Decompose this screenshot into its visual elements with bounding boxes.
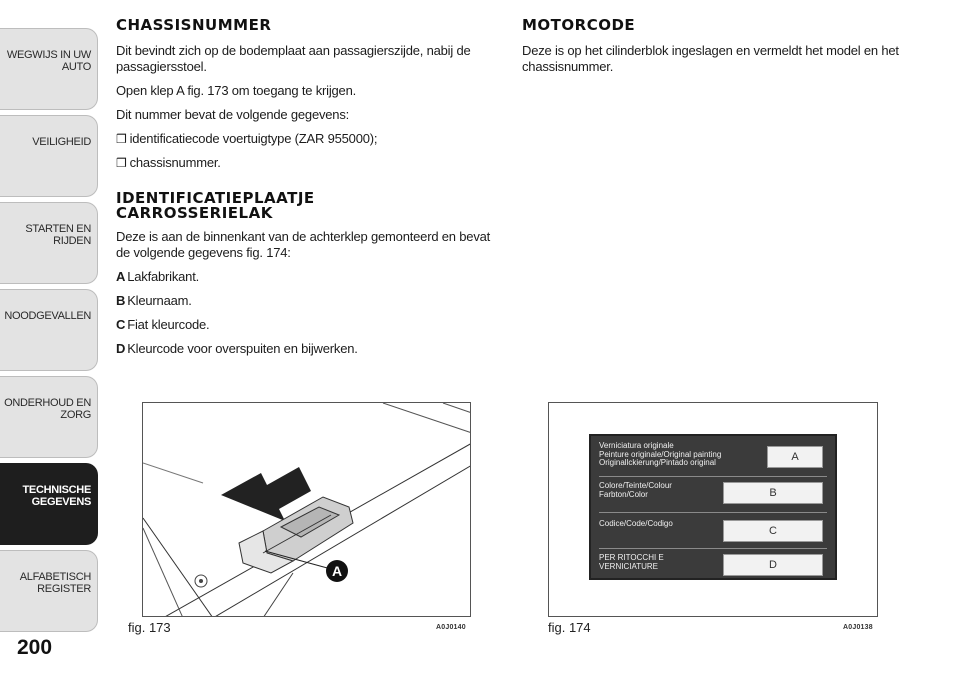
plate-box-c: C <box>723 520 823 542</box>
tab-label: WEGWIJS IN UW AUTO <box>6 49 91 73</box>
item-letter: B <box>116 293 126 308</box>
plate-row-a <box>599 442 827 476</box>
bullet-text: chassisnummer. <box>129 155 221 170</box>
title-line: CARROSSERIELAK <box>116 204 273 222</box>
item-text: Kleurcode voor overspuiten en bijwerken. <box>127 341 358 356</box>
figure-code: A0J0138 <box>843 624 873 631</box>
tab-label: NOODGEVALLEN <box>4 310 91 322</box>
figure-173-floor-flap <box>142 402 471 617</box>
tab-noodgevallen[interactable] <box>0 289 98 371</box>
section-title-chassisnummer: CHASSISNUMMER <box>116 16 272 34</box>
tab-label: STARTEN EN RIJDEN <box>25 223 91 247</box>
list-item <box>116 293 498 309</box>
bullet-item <box>116 131 498 147</box>
item-letter: C <box>116 317 126 332</box>
list-item <box>116 269 498 285</box>
paragraph: Dit bevindt zich op de bodemplaat aan passagierszijde, nabij de passagiersstoel. <box>116 43 471 74</box>
bullet-text: identificatiecode voertuigtype (ZAR 955000); <box>129 131 378 146</box>
paragraph: Dit nummer bevat de volgende gegevens: <box>116 107 350 122</box>
figure-174-paint-plate <box>548 402 878 617</box>
tab-alfabetisch-register[interactable] <box>0 550 98 632</box>
item-letter: A <box>116 269 126 284</box>
floor-flap-illustration <box>143 403 471 617</box>
page-number: 200 <box>17 636 53 659</box>
plate-row-c <box>599 520 827 548</box>
plate-box-a: A <box>767 446 823 468</box>
item-text: Lakfabrikant. <box>127 269 200 284</box>
tab-veiligheid[interactable] <box>0 115 98 197</box>
callout-a-badge: A <box>326 560 348 582</box>
paragraph: Open klep A fig. 173 om toegang te krijgen. <box>116 83 357 98</box>
right-column <box>522 18 904 83</box>
paragraph: Deze is op het cilinderblok ingeslagen en vermeldt het model en het chassisnummer. <box>522 43 899 74</box>
figure-caption: fig. 174 <box>548 620 591 635</box>
section-title-motorcode: MOTORCODE <box>522 16 636 34</box>
item-text: Fiat kleurcode. <box>127 317 210 332</box>
plate-row-text: PER RITOCCHI E VERNICIATURE <box>599 553 664 571</box>
tab-label: ALFABETISCH REGISTER <box>19 571 91 595</box>
plate-row-text: Codice/Code/Codigo <box>599 519 673 528</box>
tab-onderhoud-en-zorg[interactable] <box>0 376 98 458</box>
section-title-identificatieplaatje <box>116 191 498 221</box>
list-item <box>116 317 498 333</box>
checkbox-bullet-icon: ❒ <box>116 156 127 170</box>
checkbox-bullet-icon: ❒ <box>116 132 127 146</box>
tab-label: VEILIGHEID <box>32 136 91 148</box>
item-text: Kleurnaam. <box>127 293 192 308</box>
list-item <box>116 341 498 357</box>
plate-row-d <box>599 554 827 578</box>
plate-row-text: Colore/Teinte/Colour Farbton/Color <box>599 481 672 499</box>
figure-caption: fig. 173 <box>128 620 171 635</box>
tab-starten-en-rijden[interactable] <box>0 202 98 284</box>
plate-box-b: B <box>723 482 823 504</box>
tab-label: TECHNISCHE GEGEVENS <box>22 484 91 508</box>
tab-technische-gegevens[interactable] <box>0 463 98 545</box>
paint-identification-plate <box>589 434 837 580</box>
left-column <box>116 18 498 365</box>
item-letter: D <box>116 341 126 356</box>
plate-row-b <box>599 482 827 512</box>
plate-row-text: Verniciatura originale Peinture originale/Original painting Originallckierung/Pintado original <box>599 441 722 467</box>
bullet-item <box>116 155 498 171</box>
paragraph: Deze is aan de binnenkant van de achterklep gemonteerd en bevat de volgende gegevens fig. 174: <box>116 229 491 260</box>
tab-wegwijs[interactable] <box>0 28 98 110</box>
tab-label: ONDERHOUD EN ZORG <box>4 397 91 421</box>
figure-code: A0J0140 <box>436 624 466 631</box>
plate-box-d: D <box>723 554 823 576</box>
title-line: IDENTIFICATIEPLAATJE <box>116 189 315 207</box>
